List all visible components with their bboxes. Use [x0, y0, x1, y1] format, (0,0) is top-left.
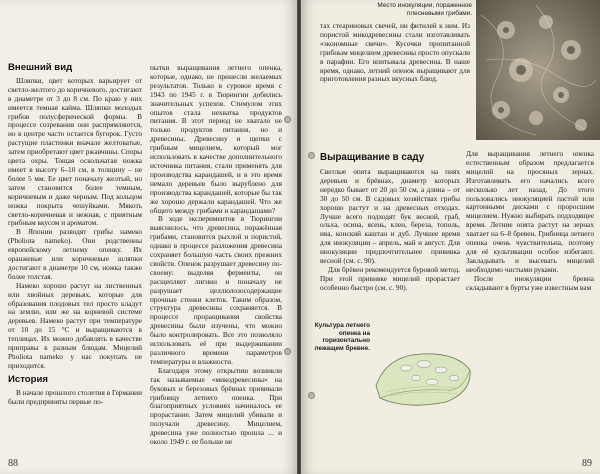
paragraph: Для выращивания летнего опенка естественным образом предлагается мицелий на просяных зернах. Изготавливать его начались всего несколько лет назад. До этого пользовались инокуляцией пастой или картонными дисками с проросшим мицелием. Нужно выбирать подходящее время. Летние опята растут на зернах хватает на 6–8 бревен. Грибница летнего опенка очень чувствительна, поэтому для её культивации особое избегают. Закладывать и высевать мицелий необходимо чистыми руками. — [466, 149, 594, 274]
page-number-right: 89 — [582, 458, 592, 469]
left-page — [0, 0, 298, 474]
binding-hole — [308, 392, 315, 399]
paragraph: В ходе экспериментов в Тюрингии выяснилось, что древесина, поражённая грибами, становится рыхлой и пористой, однако в процессе разложения древесина сохраняет большую часть своих прежних свойств. Опенок разрушает древесину по-своему: выделяя ферменты, он расщепляет лигнин и поначалу не разрушает целлюлозосодержащие прочные стенки клеток. Таким образом, структура древесины сохраняется. В процессе проращивания свойства древесины были изучены, что можно было контролировать. Все это позволяло использовать её при выдерживании различного времени параметров температуры и влажности. — [150, 214, 282, 366]
binding-hole — [284, 116, 291, 123]
paragraph: Для брёвен рекомендуется буровой метод. При этой прививке мицелий прорастает особенно быстро (см. с. 90). — [320, 264, 460, 292]
paragraph: В Японии разводят грибы намеко (Pholiota nameko). Они родственны европейскому летнему опенку. Их оранжевые или коричневые шляпки достигают в диаметре 10 см, ножка также более толстая. — [8, 227, 142, 281]
paragraph: Благодаря этому открытию возникли так называемые «микодревесины» на буковых и березовых брёвнах прививали грибницу летнего опенка. При благоприятных условиях начиналось ее прорастание. Затем мицелий убивали и получали древесину. Мицелием, древесина уже полностью прошла ... и около 1949 г. ее больше не — [150, 365, 282, 447]
right-page — [300, 0, 600, 474]
photo-caption: Место инокуляции, пораженное плесневыми грибами. — [377, 2, 472, 17]
book-gutter — [297, 0, 301, 474]
paragraph: пытки выращивания летнего опенка, которые, однако, не принесли желаемых результатов. Только в суровое время с 1943 по 1945 г. в Тюрингии добились значительных успехов. Стимулом этих опытов стала нехватка продуктов питания. В этот период не хватало не только продуктов питания, но и древесины. Древесину и щепки с грибным мицелием, который мог использовать в качестве дополнительного источника питания, стали применять для производства карандашей, и в это время немало деревьев было вырублено для производства карандашей, которые бы так же хорошо держали карандашей. Что же общего между грибами и карандашами? — [150, 63, 282, 215]
section-heading-garden: Выращивание в саду — [320, 152, 425, 163]
binding-hole — [284, 348, 291, 355]
paragraph: Шляпки, цвет которых варьирует от светло-желтого до коричневого, достигают в диаметре от 3 до 8 см. По краю у них имеется темная кайма. Шляпки молодых грибов полусферической формы. В процессе созревания они распрямляются, но в центре часто остается бугорок. Густо растущие пластинки вначале желтоватые, затем приобретают цвет ржавчины. Споры цвета охры. Тощая оскольчатая ножка имеет в высоту 6–10 см, в толщину – не более 5 мм. Ее цвет поначалу желтый, но затем становится более темным, коричневым и даже черным. Под кольцом ножка покрыта чешуйками. Мякоть светло-коричневая и нежная, с приятным грибным вкусом и ароматом. — [8, 75, 142, 228]
paragraph: После инокуляции бревна складывают в бурты уже известным вам — [466, 273, 594, 292]
mushroom-log-photo — [476, 0, 600, 140]
section-heading-history: История — [8, 373, 49, 385]
paragraph: тах стеариновых свечей, ни фитилей к ним. Из пористой микодревесины стали изготавливать «экономные свечи». Кусочки пропитанной грибным мицелием древесины просто опускали в парафин. Его впитывала древесина. В наше время, однако, летний опенок выращивают для приготовления разных вкусных блюд. — [320, 21, 470, 84]
paragraph: Светлые опята выращиваются на пнях деревьев и брёвнах, диаметр которых нередко бывает от 20 до 50 см, а длина – от 30 до 50 см. В садовых хозяйствах грибы хорошо растут и на древесных отходах. Лучше всего подходят бук весной, граб, ольха, осина, ясень, клен, береза, тополь, ива, конский каштан и дуб. Лучшее время для инокуляции – апрель, май и август. Для инокуляции предпочтительнее прививка весной (см. с. 90). — [320, 167, 460, 266]
left-column-1 — [8, 64, 142, 407]
page-number-left: 88 — [8, 458, 18, 469]
paragraph: Намеко хорошо растут на лиственных или хвойных деревьях, которые для образования плодовых тел просто кладут на землю, или же на корневой системе деревьев. Намеко растут при температуре от 10 до 15 °C и выращиваются в теплицах. Их можно добавлять в качестве приправы к разным блюдам. Мицелий Pholiota nameko у нас покупать не приходится. — [8, 280, 142, 370]
right-column-1 — [320, 168, 460, 293]
right-column-2 — [466, 150, 594, 293]
binding-hole — [308, 152, 315, 159]
section-heading-appearance: Внешний вид — [8, 62, 73, 73]
drawing-caption: Культура летнего опенка на горизонтально лежащем бревне. — [314, 322, 370, 352]
paragraph: В начале прошлого столетия в Германии были предприняты первые по- — [8, 387, 142, 406]
right-top-column — [320, 22, 470, 84]
log-drawing — [366, 326, 476, 416]
left-column-2 — [150, 64, 282, 447]
